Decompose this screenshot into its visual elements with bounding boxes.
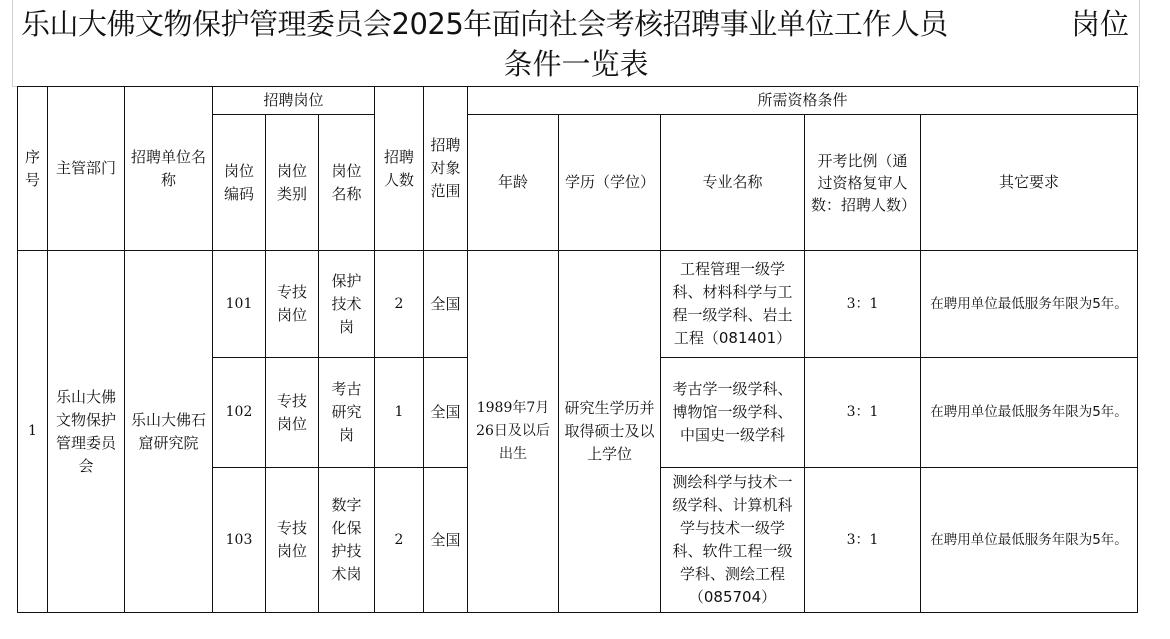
col-header-post-code: 岗位编码 xyxy=(213,115,266,251)
cell-headcount: 2 xyxy=(375,468,424,613)
cell-major: 工程管理一级学科、材料科学与工程一级学科、岩土工程（081401） xyxy=(661,251,805,358)
cell-post-type: 专技岗位 xyxy=(266,468,319,613)
cell-age: 1989年7月26日及以后出生 xyxy=(468,251,559,613)
document-title-box xyxy=(12,0,1140,87)
col-header-post-name: 岗位名称 xyxy=(319,115,375,251)
cell-other: 在聘用单位最低服务年限为5年。 xyxy=(921,468,1138,613)
cell-other: 在聘用单位最低服务年限为5年。 xyxy=(921,358,1138,468)
col-header-unit: 招聘单位名称 xyxy=(125,87,213,251)
cell-unit: 乐山大佛石窟研究院 xyxy=(125,251,213,613)
cell-post-code: 102 xyxy=(213,358,266,468)
cell-scope: 全国 xyxy=(424,251,468,358)
cell-post-type: 专技岗位 xyxy=(266,251,319,358)
group-header-positions: 招聘岗位 xyxy=(213,87,375,115)
cell-post-code: 103 xyxy=(213,468,266,613)
header-row-group xyxy=(18,87,1138,115)
col-header-ratio: 开考比例（通过资格复审人数：招聘人数） xyxy=(805,115,921,251)
cell-post-name: 保护技术岗 xyxy=(319,251,375,358)
col-header-education: 学历（学位） xyxy=(559,115,661,251)
col-header-other: 其它要求 xyxy=(921,115,1138,251)
cell-ratio: 3：1 xyxy=(805,468,921,613)
col-header-major: 专业名称 xyxy=(661,115,805,251)
cell-serial: 1 xyxy=(18,251,48,613)
document-title: 乐山大佛文物保护管理委员会2025年面向社会考核招聘事业单位工作人员 xyxy=(21,7,948,41)
cell-headcount: 2 xyxy=(375,251,424,358)
cell-ratio: 3：1 xyxy=(805,251,921,358)
cell-post-code: 101 xyxy=(213,251,266,358)
document-title-tag: 岗位 xyxy=(1070,7,1129,41)
table-row xyxy=(18,251,1138,358)
group-header-qualifications: 所需资格条件 xyxy=(468,87,1138,115)
col-header-scope: 招聘对象范围 xyxy=(424,87,468,251)
cell-major: 测绘科学与技术一级学科、计算机科学与技术一级学科、软件工程一级学科、测绘工程（085704） xyxy=(661,468,805,613)
cell-post-type: 专技岗位 xyxy=(266,358,319,468)
col-header-headcount: 招聘人数 xyxy=(375,87,424,251)
col-header-post-type: 岗位类别 xyxy=(266,115,319,251)
cell-headcount: 1 xyxy=(375,358,424,468)
col-header-serial: 序号 xyxy=(18,87,48,251)
position-requirements-table xyxy=(17,86,1138,613)
cell-scope: 全国 xyxy=(424,358,468,468)
cell-scope: 全国 xyxy=(424,468,468,613)
cell-education: 研究生学历并取得硕士及以上学位 xyxy=(559,251,661,613)
cell-post-name: 数字化保护技术岗 xyxy=(319,468,375,613)
cell-major: 考古学一级学科、博物馆一级学科、中国史一级学科 xyxy=(661,358,805,468)
col-header-department: 主管部门 xyxy=(48,87,125,251)
cell-other: 在聘用单位最低服务年限为5年。 xyxy=(921,251,1138,358)
cell-post-name: 考古研究岗 xyxy=(319,358,375,468)
cell-department: 乐山大佛文物保护管理委员会 xyxy=(48,251,125,613)
col-header-age: 年龄 xyxy=(468,115,559,251)
cell-ratio: 3：1 xyxy=(805,358,921,468)
document-subtitle: 条件一览表 xyxy=(503,47,649,81)
